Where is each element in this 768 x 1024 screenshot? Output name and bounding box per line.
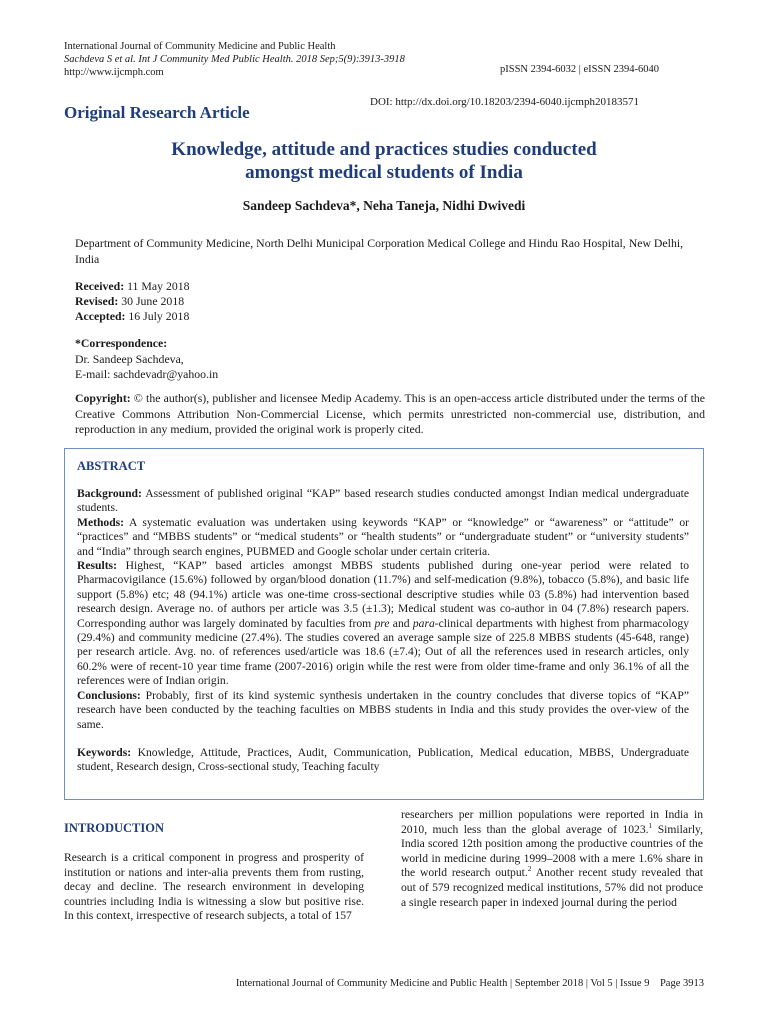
copyright-text: © the author(s), publisher and licensee Medip Academy. This is an open-access article distributed under the terms of the Creative Commons Attribution Non-Commercial License, which permits unrestricted non-commercial use, distribution, and reproduction in any medium, provided the original work is properly cited. (75, 391, 705, 436)
citation: Sachdeva S et al. Int J Community Med Public Health. 2018 Sep;5(9):3913-3918 (64, 54, 405, 65)
results-and: and (389, 616, 413, 630)
keywords-text: Knowledge, Attitude, Practices, Audit, Communication, Publication, Medical education, MBBS, Undergraduate student, Research design, Cross-sectional study, Teaching faculty (77, 745, 689, 774)
citation-1[interactable]: 1 (648, 820, 653, 830)
methods-label: Methods: (77, 515, 125, 529)
abstract-methods (77, 516, 689, 559)
received-date (75, 279, 190, 295)
accepted-date (75, 309, 189, 325)
abstract-conclusions (77, 689, 689, 732)
abstract-background (77, 487, 689, 516)
paper-title (64, 138, 704, 184)
abstract-box (64, 448, 704, 800)
copyright-label: Copyright: (75, 391, 131, 405)
abstract-results (77, 559, 689, 689)
results-label: Results: (77, 559, 117, 573)
intro-right-c: Another recent study revealed that out of 579 recognized medical institutions, 57% did not produce a single research paper in indexed journal during the period (401, 866, 703, 909)
background-text: Assessment of published original “KAP” based research studies conducted amongst Indian medical undergraduate students. (77, 487, 689, 515)
revised-label: Revised: (75, 294, 119, 308)
journal-name: International Journal of Community Medicine and Public Health (64, 41, 336, 52)
journal-website[interactable]: http://www.ijcmph.com (64, 67, 164, 78)
correspondence-label: *Correspondence: (75, 336, 168, 350)
received-value: 11 May 2018 (124, 279, 190, 293)
correspondence (75, 336, 218, 383)
accepted-value: 16 July 2018 (125, 309, 190, 323)
affiliation: Department of Community Medicine, North Delhi Municipal Corporation Medical College and Hindu Rao Hospital, New Delhi, India (75, 236, 684, 266)
abstract-body (77, 487, 689, 775)
article-type: Original Research Article (64, 103, 250, 122)
methods-text: A systematic evaluation was undertaken using keywords “KAP” or “knowledge” or “awareness” or “attitude” or “practices” and “MBBS students” or “medical students” or “health students” or “undergraduate student” or “university students” and “India” through search engines, PUBMED and Google scholar under certain criteria. (77, 515, 689, 558)
abstract-heading: ABSTRACT (77, 459, 146, 473)
results-text: Highest, “KAP” based articles amongst MBBS students published during one-year period were related to Pharmacovigilance (15.6%) followed by organ/blood donation (11.7%) and self-medication (9.8%), tobacco (5.8%), and basic life support (5.8%) etc; 48 (94.1%) article was one-time cross-sectional descriptive studies while 03 (5.8%) had intervention based research design. Average no. of authors per article was 3.5 (±1.3); Medical student was co-author in 04 (7.8%) research papers. Corresponding author was largely dominated by faculties from (77, 559, 689, 630)
doi-link[interactable]: DOI: http://dx.doi.org/10.18203/2394-6040.ijcmph20183571 (370, 96, 639, 108)
title-line-2: amongst medical students of India (245, 162, 523, 183)
conclusions-text: Probably, first of its kind systemic synthesis undertaken in the country concludes that diverse topics of “KAP” research have been conducted by the teaching faculties on MBBS students in India and this study provides the over-view of the same. (77, 688, 689, 731)
results-pre: pre (374, 616, 390, 630)
correspondence-name: Dr. Sandeep Sachdeva, (75, 351, 184, 366)
introduction-left-column: Research is a critical component in progress and prosperity of institution or nations and inter-alia prevents them from rusting, decay and decline. The research environment in developing countries including India is witnessing a slow but positive rise. In this context, irrespective of research subjects, a total of 157 (64, 851, 364, 923)
received-label: Received: (75, 279, 125, 293)
introduction-right-column (401, 808, 703, 910)
intro-right-a: researchers per million populations were reported in India in 2010, much less than the global average of 1023. (401, 808, 703, 836)
abstract-keywords (77, 746, 689, 775)
conclusions-label: Conclusions: (77, 688, 141, 702)
background-label: Background: (77, 487, 142, 500)
citation-2[interactable]: 2 (527, 864, 532, 874)
page-footer: International Journal of Community Medicine and Public Health | September 2018 | Vol 5 | Issue 9 Page 3913 (235, 978, 704, 989)
keywords-label: Keywords: (77, 745, 132, 759)
results-para: para (412, 616, 435, 630)
revised-value: 30 June 2018 (118, 294, 185, 308)
revised-date (75, 294, 184, 310)
introduction-heading: INTRODUCTION (64, 821, 165, 835)
authors: Sandeep Sachdeva*, Neha Taneja, Nidhi Dwivedi (242, 198, 526, 213)
title-line-1: Knowledge, attitude and practices studies conducted (171, 139, 597, 160)
copyright-notice (75, 391, 705, 438)
issn: pISSN 2394-6032 | eISSN 2394-6040 (500, 64, 660, 75)
correspondence-email[interactable]: E-mail: sachdevadr@yahoo.in (75, 367, 219, 381)
results-text-cont: -clinical departments with highest from pharmacology (29.4%) and community medicine (27.4%). The studies covered an average sample size of 225.8 MBBS students (45-648, range) per research article. Avg. no. of references used/article was 18.6 (±7.4); Out of all the references used in research articles, only 60.2% were of recent-10 year time frame (2007-2016) origin while the rest were from older time-frame and only 36.1% of all the references were of Indian origin. (77, 616, 689, 688)
accepted-label: Accepted: (75, 309, 126, 323)
intro-right-b: Similarly, India scored 12th position among the productive countries of the world in medicine during 1999–2008 with a mere 1.6% share in the world research output. (401, 822, 703, 880)
